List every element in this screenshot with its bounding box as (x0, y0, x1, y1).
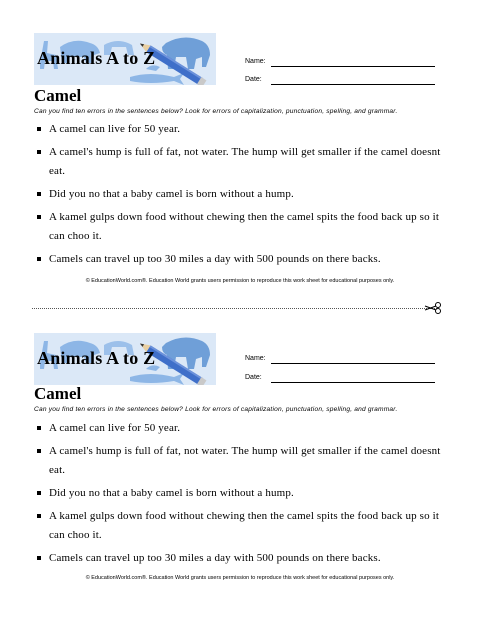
animals-banner-logo (34, 33, 216, 85)
list-item (34, 484, 454, 503)
name-field[interactable] (245, 355, 435, 367)
bullet-icon (37, 257, 41, 261)
sentence-text: A camel's hump is full of fat, not water. The hump will get smaller if the camel doesnt eat. (49, 445, 441, 476)
sentence-text: A kamel gulps down food without chewing then the camel spits the food back up so it can choo it. (49, 510, 440, 541)
bullet-icon (37, 215, 41, 219)
bullet-icon (37, 150, 41, 154)
bullet-icon (37, 449, 41, 453)
bullet-icon (37, 514, 41, 518)
bullet-icon (37, 491, 41, 495)
name-label: Name: (245, 355, 266, 362)
date-label: Date: (245, 76, 262, 83)
sentence-list (34, 120, 454, 273)
date-label: Date: (245, 374, 262, 381)
list-item (34, 120, 454, 139)
sentence-text: A camel can live for 50 year. (49, 123, 181, 135)
name-label: Name: (245, 58, 266, 65)
copyright-notice: © EducationWorld.com®. Education World grants users permission to reproduce this work sheet for educational purposes only. (85, 278, 395, 284)
bullet-icon (37, 556, 41, 560)
list-item (34, 507, 454, 545)
worksheet-bottom (0, 300, 480, 590)
list-item (34, 442, 454, 480)
copyright-notice: © EducationWorld.com®. Education World grants users permission to reproduce this work sheet for educational purposes only. (85, 575, 395, 581)
page-title: Camel (34, 86, 82, 105)
instructions: Can you find ten errors in the sentences below? Look for errors of capitalization, punctuation, spelling, and grammar. (34, 108, 398, 115)
page-title: Camel (34, 384, 82, 403)
banner-title: Animals A to Z (37, 48, 156, 68)
date-line[interactable] (271, 382, 435, 383)
name-line[interactable] (271, 363, 435, 364)
sentence-text: A camel's hump is full of fat, not water. The hump will get smaller if the camel doesnt eat. (49, 146, 441, 177)
animals-banner-logo (34, 333, 216, 385)
list-item (34, 419, 454, 438)
banner-title: Animals A to Z (37, 348, 156, 368)
list-item (34, 185, 454, 204)
list-item (34, 208, 454, 246)
sentence-text: A kamel gulps down food without chewing then the camel spits the food back up so it can choo it. (49, 211, 440, 242)
sentence-text: Did you no that a baby camel is born without a hump. (49, 487, 294, 499)
list-item (34, 549, 454, 568)
name-line[interactable] (271, 66, 435, 67)
list-item (34, 143, 454, 181)
list-item (34, 250, 454, 269)
sentence-text: Camels can travel up too 30 miles a day with 500 pounds on there backs. (49, 552, 381, 564)
bullet-icon (37, 127, 41, 131)
sentence-text: Did you no that a baby camel is born without a hump. (49, 188, 294, 200)
date-field[interactable] (245, 76, 435, 88)
sentence-text: Camels can travel up too 30 miles a day with 500 pounds on there backs. (49, 253, 381, 265)
bullet-icon (37, 192, 41, 196)
date-line[interactable] (271, 84, 435, 85)
worksheet-top (0, 0, 480, 290)
sentence-text: A camel can live for 50 year. (49, 422, 181, 434)
date-field[interactable] (245, 374, 435, 386)
name-field[interactable] (245, 58, 435, 70)
sentence-list (34, 419, 454, 572)
instructions: Can you find ten errors in the sentences below? Look for errors of capitalization, punctuation, spelling, and grammar. (34, 406, 398, 413)
bullet-icon (37, 426, 41, 430)
